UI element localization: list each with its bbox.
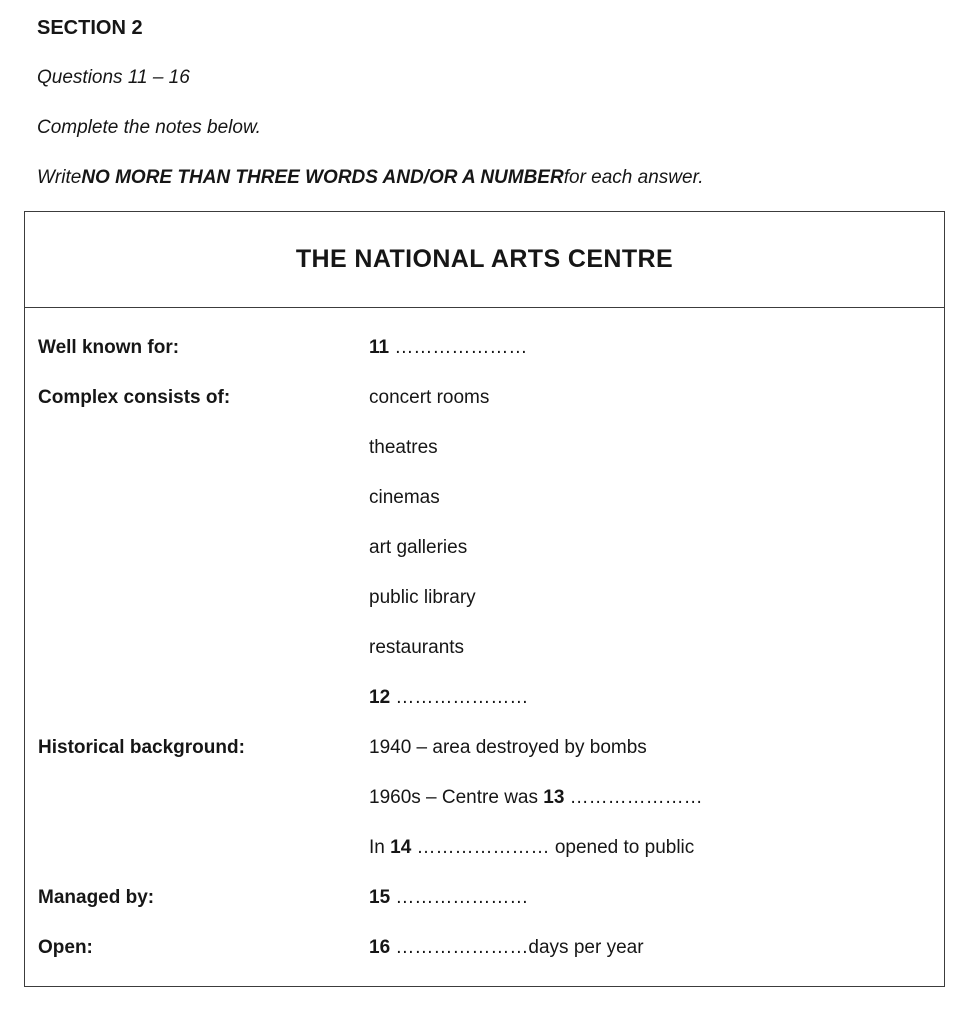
note-value <box>369 437 438 459</box>
bold-segment: 15 <box>369 887 391 908</box>
note-value <box>369 837 694 859</box>
note-label: Complex consists of: <box>38 387 231 408</box>
note-row <box>25 523 944 573</box>
instruction-word-limit <box>37 153 967 203</box>
header <box>0 0 967 203</box>
text-segment: art galleries <box>369 537 468 558</box>
text-segment: 1960s – Centre was <box>369 787 544 808</box>
note-value <box>369 687 528 709</box>
note-row <box>25 923 944 973</box>
instruction-complete-notes: Complete the notes below. <box>37 117 261 138</box>
note-row <box>25 423 944 473</box>
text-segment: ………………… <box>564 787 703 808</box>
notes-box <box>24 211 945 987</box>
text-segment: In <box>369 837 391 858</box>
note-row <box>25 773 944 823</box>
note-value <box>369 587 476 609</box>
note-value <box>369 487 440 509</box>
section-title: SECTION 2 <box>37 16 143 39</box>
note-row <box>25 723 944 773</box>
bold-segment: 11 <box>369 337 390 358</box>
bold-segment: 14 <box>390 837 412 858</box>
bold-segment: 13 <box>543 787 565 808</box>
text-segment: concert rooms <box>369 387 490 408</box>
note-row <box>25 673 944 723</box>
note-value <box>369 537 467 559</box>
text-segment: cinemas <box>369 487 440 508</box>
note-label: Historical background: <box>38 737 245 758</box>
text-segment: ………………… <box>389 337 528 358</box>
text-segment: theatres <box>369 437 438 458</box>
text-segment: for each answer. <box>563 167 704 188</box>
text-segment: 1940 – area destroyed by bombs <box>369 737 647 758</box>
note-row <box>25 573 944 623</box>
notes-box-body <box>25 308 944 973</box>
text-segment: public library <box>369 587 476 608</box>
note-row <box>25 873 944 923</box>
text-segment: Write <box>37 167 82 188</box>
note-value <box>369 337 527 359</box>
note-label: Open: <box>38 937 93 958</box>
questions-range: Questions 11 – 16 <box>37 67 190 88</box>
note-row <box>25 373 944 423</box>
bold-segment: 12 <box>369 687 391 708</box>
note-label: Well known for: <box>38 337 180 358</box>
notes-box-title: THE NATIONAL ARTS CENTRE <box>25 212 944 308</box>
note-value <box>369 737 647 759</box>
note-value <box>369 637 464 659</box>
note-row <box>25 623 944 673</box>
note-row <box>25 323 944 373</box>
note-value <box>369 387 489 409</box>
note-value <box>369 787 703 809</box>
bold-segment: 16 <box>369 937 391 958</box>
note-label: Managed by: <box>38 887 155 908</box>
text-segment: ………………… <box>390 887 529 908</box>
note-row <box>25 823 944 873</box>
text-segment: restaurants <box>369 637 465 658</box>
note-value <box>369 887 528 909</box>
text-segment: …………………days per year <box>390 937 644 958</box>
text-segment: ………………… opened to public <box>411 837 695 858</box>
note-value <box>369 937 644 959</box>
text-segment: ………………… <box>390 687 529 708</box>
bold-segment: NO MORE THAN THREE WORDS AND/OR A NUMBER <box>81 167 564 188</box>
note-row <box>25 473 944 523</box>
